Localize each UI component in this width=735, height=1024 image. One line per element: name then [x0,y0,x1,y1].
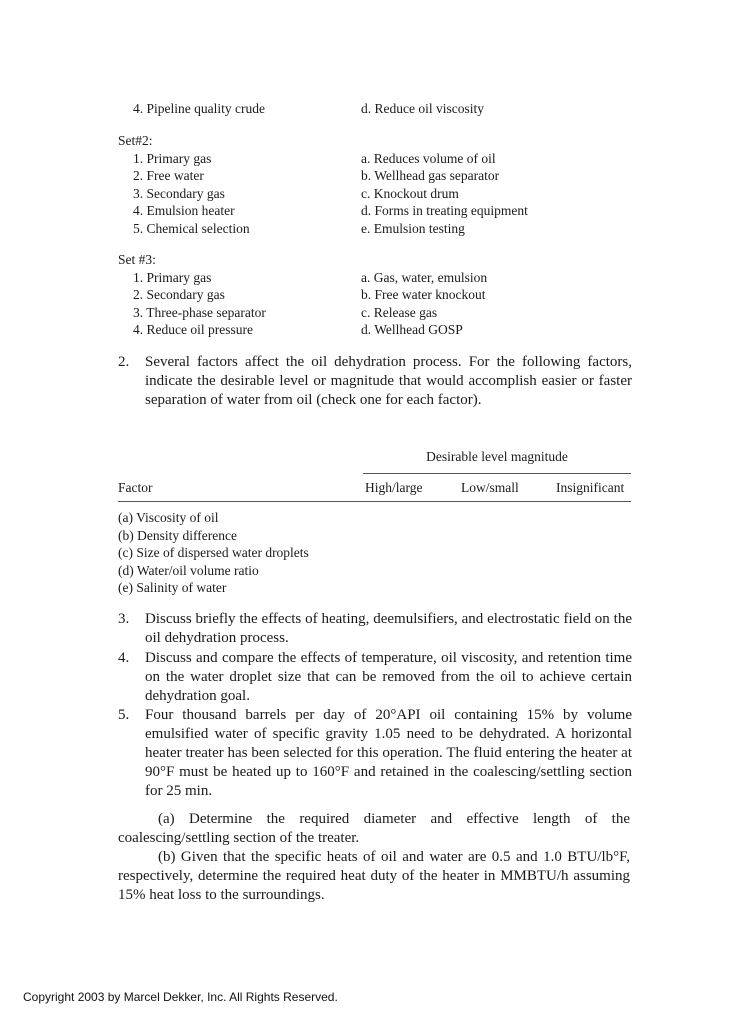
set2-left-item: 1. Primary gas [133,150,212,166]
table-header-rule [118,501,631,502]
factor-row: (b) Density difference [118,527,237,543]
set3-row [118,321,638,339]
question-text: Several factors affect the oil dehydration process. For the following factors, indicate the desirable level or magnitude that would accomplish easier or faster separation of water from oil (check one for each factor). [145,354,632,408]
question-4 [118,649,632,706]
set3-title: Set #3: [118,252,156,267]
set2-left-item: 3. Secondary gas [133,185,225,201]
set3 [118,251,638,339]
set3-right-item: b. Free water knockout [361,287,486,302]
question-2 [118,353,632,410]
set2-right-item: c. Knockout drum [361,185,459,201]
set3-row [118,269,638,287]
question-5b-text: (b) Given that the specific heats of oil and water are 0.5 and 1.0 BTU/lb°F, respectively, determine the required heat duty of the heater in MMBTU/h assuming 15% heat loss to the surroundings. [118,849,630,903]
set3-right-item: c. Release gas [361,304,438,320]
set1-row [118,100,638,118]
table-col-low: Low/small [461,480,519,495]
set3-right-item: a. Gas, water, emulsion [361,269,488,285]
question-number: 4. [118,650,130,666]
table-col-insignificant: Insignificant [556,480,625,495]
set2-row [118,167,638,185]
set3-right-item: d. Wellhead GOSP [361,322,463,337]
factor-row: (e) Salinity of water [118,580,227,595]
question-text: Discuss briefly the effects of heating, deemulsifiers, and electrostatic field on the oil dehydration process. [145,611,632,646]
set2 [118,132,638,237]
copyright-notice: Copyright 2003 by Marcel Dekker, Inc. All Rights Reserved. [23,990,338,1004]
factor-row: (d) Water/oil volume ratio [118,562,259,578]
set1-left-item: 4. Pipeline quality crude [133,101,265,116]
set2-right-item: a. Reduces volume of oil [361,150,496,166]
question-5 [118,706,632,801]
question-5b [118,848,630,905]
set2-left-item: 4. Emulsion heater [133,203,235,218]
question-text: Discuss and compare the effects of temperature, oil viscosity, and retention time on the water droplet size that can be removed from the oil to achieve certain dehydration goal. [145,650,632,704]
set2-row [118,202,638,220]
set2-row [118,220,638,238]
table-group-header: Desirable level magnitude [426,449,568,464]
set2-right-item: e. Emulsion testing [361,220,465,236]
set3-left-item: 2. Secondary gas [133,287,225,302]
set3-left-item: 1. Primary gas [133,269,212,285]
set1-right-item: d. Reduce oil viscosity [361,101,484,116]
table-group-rule [363,473,631,474]
factor-row: (c) Size of dispersed water droplets [118,545,309,560]
set2-right-item: d. Forms in treating equipment [361,203,528,218]
set2-title: Set#2: [118,133,153,148]
set1-tail [118,100,638,118]
set2-row [118,185,638,203]
question-5a [118,810,630,848]
set2-left-item: 2. Free water [133,168,204,183]
question-number: 3. [118,611,130,627]
set3-left-item: 4. Reduce oil pressure [133,322,253,337]
question-5a-text: (a) Determine the required diameter and effective length of the coalescing/settling section of the treater. [118,811,630,846]
set3-row [118,286,638,304]
question-number: 5. [118,707,130,723]
set2-right-item: b. Wellhead gas separator [361,168,500,183]
question-number: 2. [118,354,130,370]
table-col-high: High/large [365,480,423,495]
factor-row: (a) Viscosity of oil [118,510,219,525]
question-3 [118,610,632,648]
table-col-factor: Factor [118,480,153,495]
set2-left-item: 5. Chemical selection [133,220,250,236]
set3-row [118,304,638,322]
factor-list [118,509,309,597]
set2-row [118,150,638,168]
question-text: Four thousand barrels per day of 20°API oil containing 15% by volume emulsified water of specific gravity 1.05 need to be dehydrated. A horizontal heater treater has been selected for this operation. The fluid entering the heater at 90°F must be heated up to 160°F and retained in the coalescing/settling section for 25 min. [145,707,632,799]
set3-left-item: 3. Three-phase separator [133,304,266,320]
